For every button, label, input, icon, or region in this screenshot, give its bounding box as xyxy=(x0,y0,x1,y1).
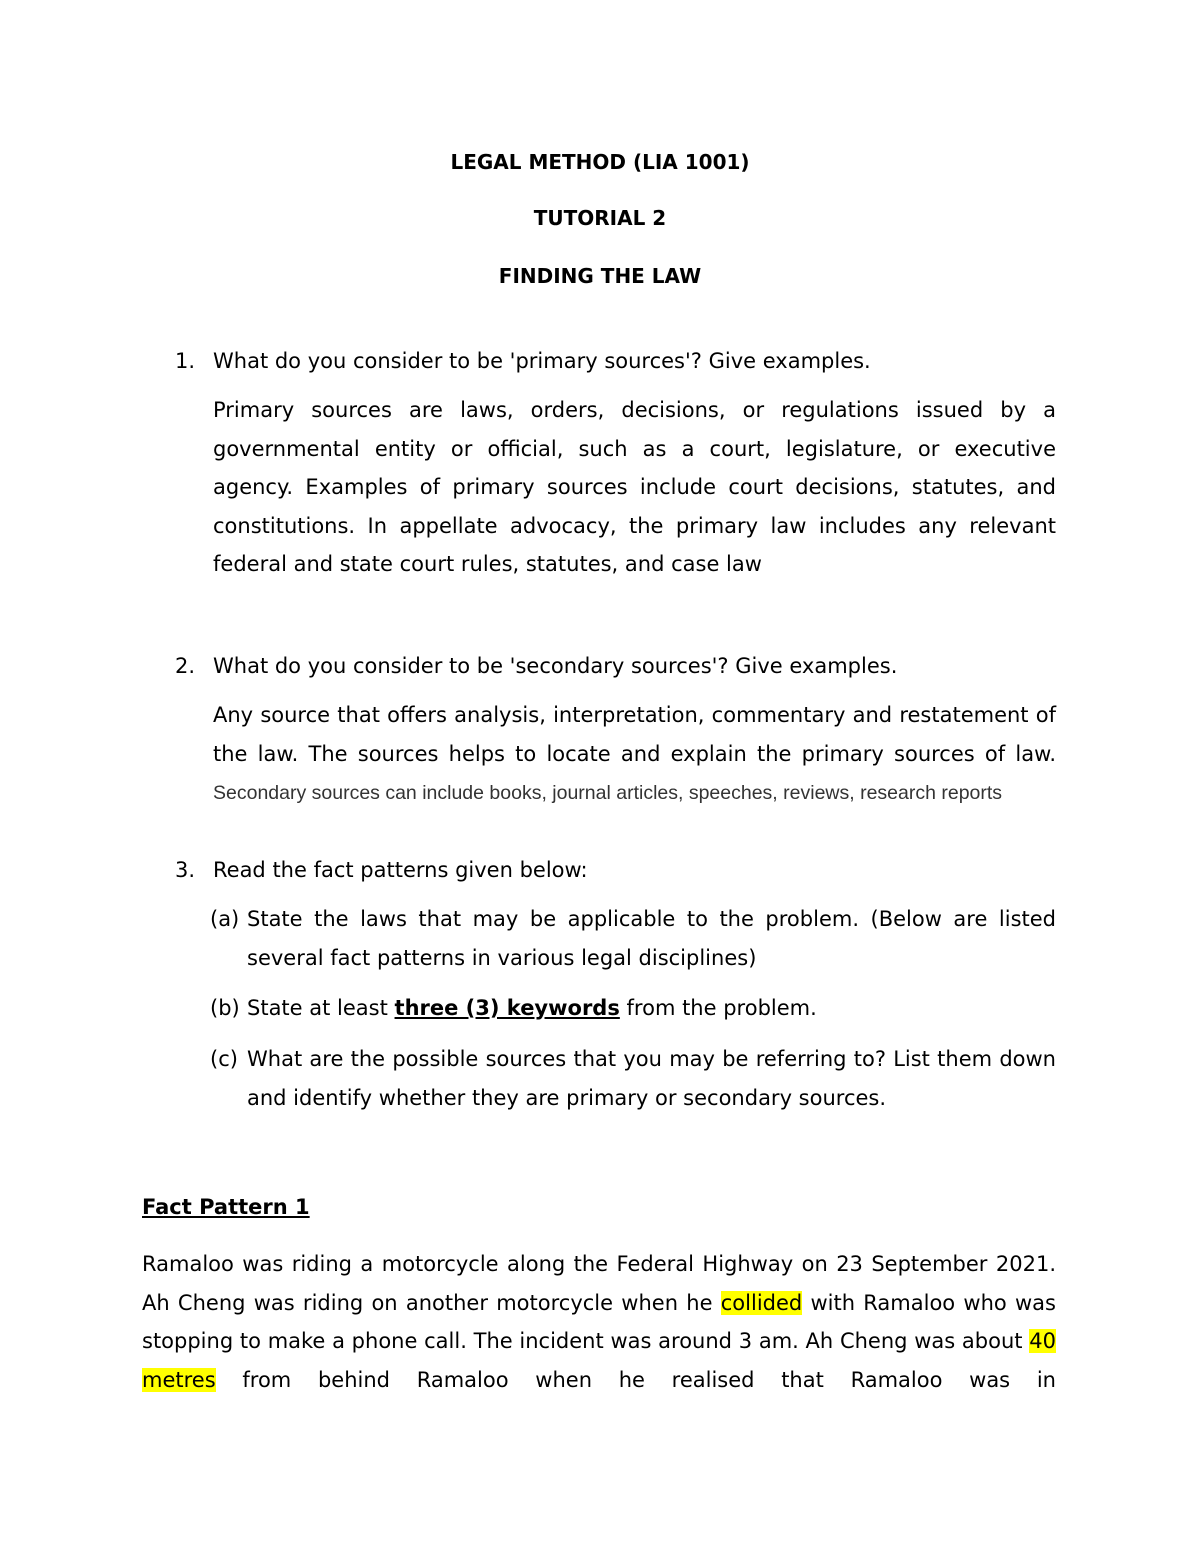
item-b-keywords-emphasis: three (3) keywords xyxy=(394,996,620,1020)
fact-pattern-1-part-1: Ramaloo was riding a motorcycle along the Federal Highway on 23 September 2021. Ah Cheng was riding on another motorcycle when he xyxy=(142,1252,1056,1315)
question-1-text: What do you consider to be 'primary sources'? Give examples. xyxy=(213,349,871,373)
item-b-text-after: from the problem. xyxy=(626,996,817,1020)
course-title: LEGAL METHOD (LIA 1001) xyxy=(450,150,750,174)
tutorial-title: TUTORIAL 2 xyxy=(533,206,667,230)
item-b-text-before: State at least xyxy=(247,996,388,1020)
item-b-text xyxy=(247,989,1056,1028)
question-2-answer-extra: Secondary sources can include books, journal articles, speeches, reviews, research reports xyxy=(213,782,1003,804)
item-a-text: State the laws that may be applicable to the problem. (Below are listed several fact patterns in various legal disciplines) xyxy=(247,907,1056,970)
question-1-answer: Primary sources are laws, orders, decisions, or regulations issued by a governmental entity or official, such as a court, legislature, or executive agency. Examples of primary sources include court decisions, statutes, and constitutions. In appellate advocacy, the primary law includes any relevant federal and state court rules, statutes, and case law xyxy=(213,398,1056,576)
fact-pattern-1-heading: Fact Pattern 1 xyxy=(142,1195,310,1219)
item-a-label: (a) xyxy=(210,907,240,931)
fact-pattern-1-part-3: from behind Ramaloo when he realised that Ramaloo was in xyxy=(242,1367,1056,1392)
question-3-number: 3. xyxy=(175,858,196,882)
fact-pattern-1-text xyxy=(142,1245,1056,1399)
question-2-answer xyxy=(213,696,1056,812)
item-c-label: (c) xyxy=(210,1047,238,1071)
question-1-number: 1. xyxy=(175,349,196,373)
item-b-label: (b) xyxy=(210,996,240,1020)
question-2-text: What do you consider to be 'secondary sources'? Give examples. xyxy=(213,654,898,678)
fact-pattern-1-part-2: with Ramaloo who was stopping to make a phone call. The incident was around 3 am. Ah Cheng was about xyxy=(142,1290,1056,1353)
question-2-number: 2. xyxy=(175,654,196,678)
question-3-text: Read the fact patterns given below: xyxy=(213,858,588,882)
highlight-collided: collided xyxy=(720,1290,803,1315)
question-2-answer-main: Any source that offers analysis, interpretation, commentary and restatement of the law. The sources helps to locate and explain the primary sources of law. xyxy=(213,703,1056,766)
item-c-text: What are the possible sources that you may be referring to? List them down and identify whether they are primary or secondary sources. xyxy=(247,1047,1056,1110)
highlight-40-metres: 40 metres xyxy=(142,1329,1056,1392)
topic-title: FINDING THE LAW xyxy=(498,264,702,288)
